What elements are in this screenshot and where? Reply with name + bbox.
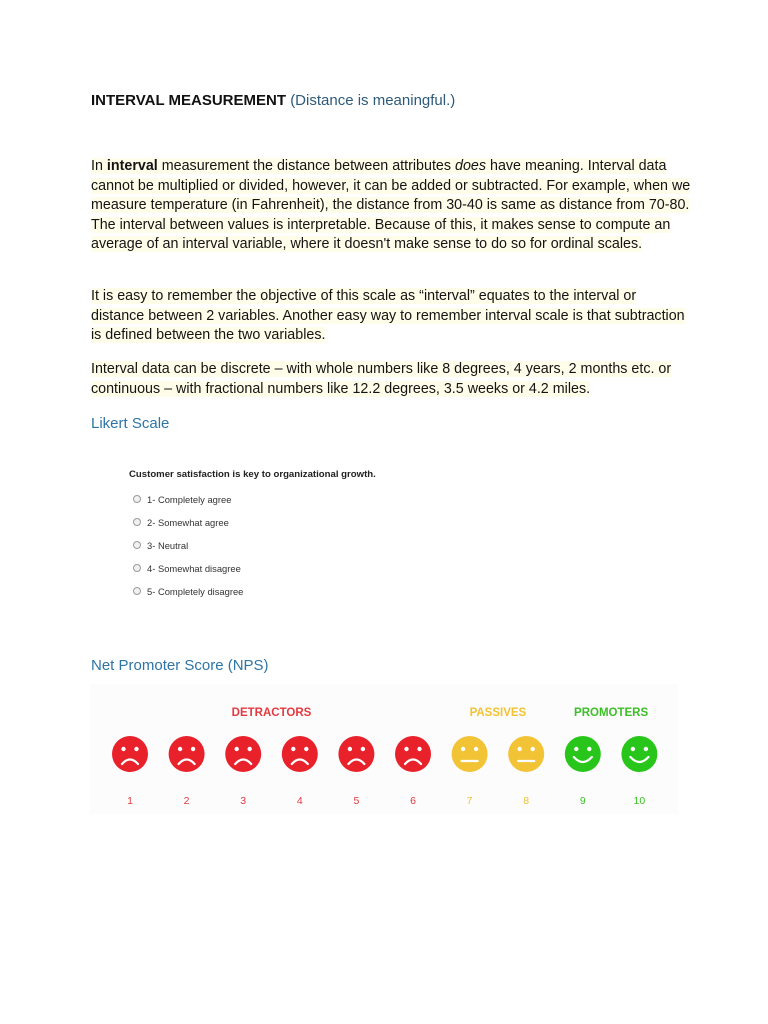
likert-option-label: 4- Somewhat disagree	[147, 562, 241, 574]
nps-score-label: 1	[127, 795, 133, 807]
paragraph1-bold-word: interval	[106, 158, 158, 174]
nps-face-6-sad-icon	[395, 736, 431, 772]
nps-title: Net Promoter Score (NPS)	[91, 657, 269, 674]
nps-face-9-happy-icon	[565, 736, 601, 772]
nps-score-label: 6	[410, 795, 416, 807]
nps-score-label: 3	[240, 795, 247, 807]
likert-option-2[interactable]	[133, 514, 333, 530]
heading-title: INTERVAL MEASUREMENT	[91, 92, 287, 109]
nps-score-label: 2	[183, 795, 190, 807]
nps-face-1-sad-icon	[112, 736, 148, 772]
likert-option-5[interactable]	[133, 583, 333, 599]
nps-score-label: 7	[466, 795, 473, 807]
heading-subtitle: (Distance is meaningful.)	[290, 92, 456, 109]
nps-group-label-promoters: PROMOTERS	[574, 707, 649, 719]
radio-button[interactable]	[133, 495, 141, 503]
nps-face-2-sad-icon	[169, 736, 205, 772]
nps-face-8-neutral-icon	[508, 736, 544, 772]
paragraph1-text-middle: measurement the distance between attributes	[157, 158, 455, 174]
nps-group-label-detractors: DETRACTORS	[231, 707, 312, 719]
likert-scale-title: Likert Scale	[91, 415, 170, 432]
likert-option-1[interactable]	[133, 491, 333, 507]
paragraph2-text: It is easy to remember the objective of this scale as “interval” equates to the interval or distance between 2 variables. Another easy way to remember interval scale is that subtraction is defined between the two variables.	[91, 288, 685, 344]
likert-option-label: 1- Completely agree	[147, 493, 232, 505]
paragraph-interval-definition	[91, 157, 691, 255]
paragraph1-italic-word: does	[455, 158, 487, 174]
radio-button[interactable]	[133, 541, 141, 549]
radio-button[interactable]	[133, 564, 141, 572]
radio-button[interactable]	[133, 518, 141, 526]
nps-face-5-sad-icon	[338, 736, 374, 772]
nps-face-10-happy-icon	[621, 736, 657, 772]
nps-score-label: 8	[523, 795, 530, 807]
paragraph3-text: Interval data can be discrete – with whole numbers like 8 degrees, 4 years, 2 months etc. or continuous – with fractional numbers like 12.2 degrees, 3.5 weeks or 4.2 miles.	[91, 361, 672, 397]
nps-score-label: 10	[633, 795, 646, 807]
nps-face-7-neutral-icon	[452, 736, 488, 772]
nps-group-label-passives: PASSIVES	[469, 707, 527, 719]
nps-scale-image	[90, 684, 678, 814]
nps-scale-graphic	[90, 684, 678, 814]
nps-score-label: 4	[296, 795, 303, 807]
nps-face-3-sad-icon	[225, 736, 261, 772]
likert-option-label: 3- Neutral	[147, 539, 189, 551]
likert-option-label: 5- Completely disagree	[147, 585, 244, 597]
likert-option-4[interactable]	[133, 560, 333, 576]
likert-option-3[interactable]	[133, 537, 333, 553]
page-heading	[91, 92, 455, 109]
likert-option-label: 2- Somewhat agree	[147, 516, 229, 528]
paragraph-interval-objective	[91, 287, 691, 346]
paragraph1-text-start: In	[91, 158, 107, 174]
nps-score-label: 9	[579, 795, 586, 807]
paragraph-discrete-continuous	[91, 360, 691, 399]
nps-score-label: 5	[353, 795, 360, 807]
paragraph1-text-end: have meaning. Interval data cannot be multiplied or divided, however, it can be added or subtracted. For example, when we measure temperature (in Fahrenheit), the distance from 30-40 is same as distance from 70-80. The interval between values is interpretable. Because of this, it makes sense to compute an average of an interval variable, where it doesn't make sense to do so for ordinal scales.	[91, 158, 691, 253]
radio-button[interactable]	[133, 587, 141, 595]
likert-question: Customer satisfaction is key to organizational growth.	[129, 469, 376, 480]
nps-face-4-sad-icon	[282, 736, 318, 772]
